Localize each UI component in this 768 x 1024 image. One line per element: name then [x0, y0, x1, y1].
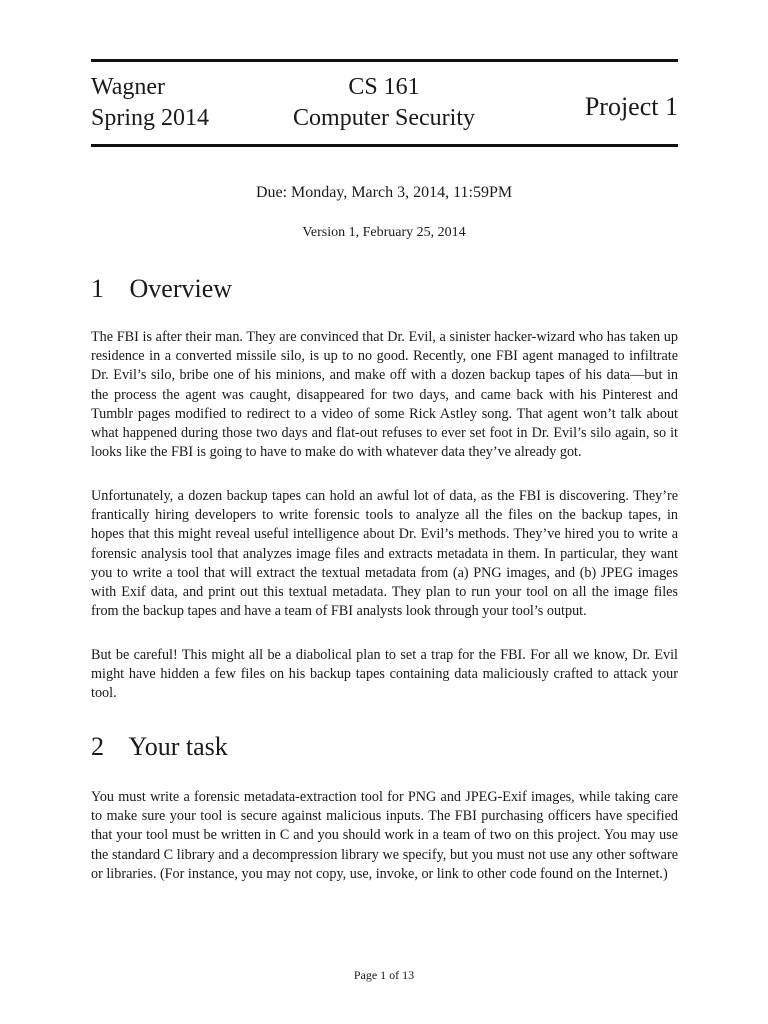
version-line: Version 1, February 25, 2014 — [302, 225, 466, 240]
section-title: Your task — [128, 732, 228, 761]
section-heading-your-task — [91, 732, 228, 762]
paragraph: But be careful! This might all be a diabolical plan to set a trap for the FBI. For all we know, Dr. Evil might have hidden a few files on his backup tapes containing data maliciously crafted to attack your tool. — [91, 647, 678, 702]
due-date: Due: Monday, March 3, 2014, 11:59PM — [255, 184, 513, 201]
paragraph: You must write a forensic metadata-extraction tool for PNG and JPEG-Exif images, while taking care to make sure your tool is secure against malicious inputs. The FBI purchasing officers have specified that your tool must be written in C and you should work in a team of two on this project. You may use the standard C library and a decompression library we specify, but you must not use any other software or libraries. (For instance, you may not copy, use, invoke, or link to other code found on the Internet.) — [91, 789, 678, 882]
paragraph: Unfortunately, a dozen backup tapes can hold an awful lot of data, as the FBI is discovering. They’re frantically hiring developers to write forensic tools to analyze all the files on the backup tapes, in hopes that this might reveal useful intelligence about Dr. Evil’s methods. They’ve hired you to write a forensic analysis tool that analyzes image files and extracts metadata in them. In particular, they want you to write a tool that will extract the textual metadata from (a) PNG images, and (b) JPEG images with Exif data, and print out this textual metadata. They plan to run your tool on all the image files from the backup tapes and have a team of FBI analysts look through your tool’s output. — [91, 488, 678, 620]
header-bottom-rule — [91, 144, 678, 147]
header-center-block — [276, 72, 492, 134]
instructor-name: Wagner — [91, 74, 166, 100]
section-number: 1 — [91, 274, 104, 303]
header-top-rule — [91, 59, 678, 62]
course-code: CS 161 — [348, 74, 420, 100]
header-left-block — [91, 72, 209, 134]
assignment-title: Project 1 — [584, 92, 678, 121]
course-name: Computer Security — [293, 105, 475, 131]
section-heading-overview — [91, 274, 232, 304]
term: Spring 2014 — [91, 105, 210, 131]
section-title: Overview — [129, 274, 233, 303]
page-footer: Page 1 of 13 — [353, 968, 415, 982]
section-number: 2 — [91, 732, 104, 761]
paragraph: The FBI is after their man. They are convinced that Dr. Evil, a sinister hacker-wizard who has taken up residence in a converted missile silo, is up to no good. Recently, one FBI agent managed to infiltrate Dr. Evil’s silo, bribe one of his minions, and make off with a dozen backup tapes of his data—but in the process the agent was caught, disappeared for two days, and came back with his Pinterest and Tumblr pages modified to redirect to a video of some Rick Astley song. That agent won’t talk about what happened during those two days and flat-out refuses to ever set foot in Dr. Evil’s silo again, so it looks like the FBI is going to have to make do with whatever data they’ve already got. — [91, 329, 678, 461]
